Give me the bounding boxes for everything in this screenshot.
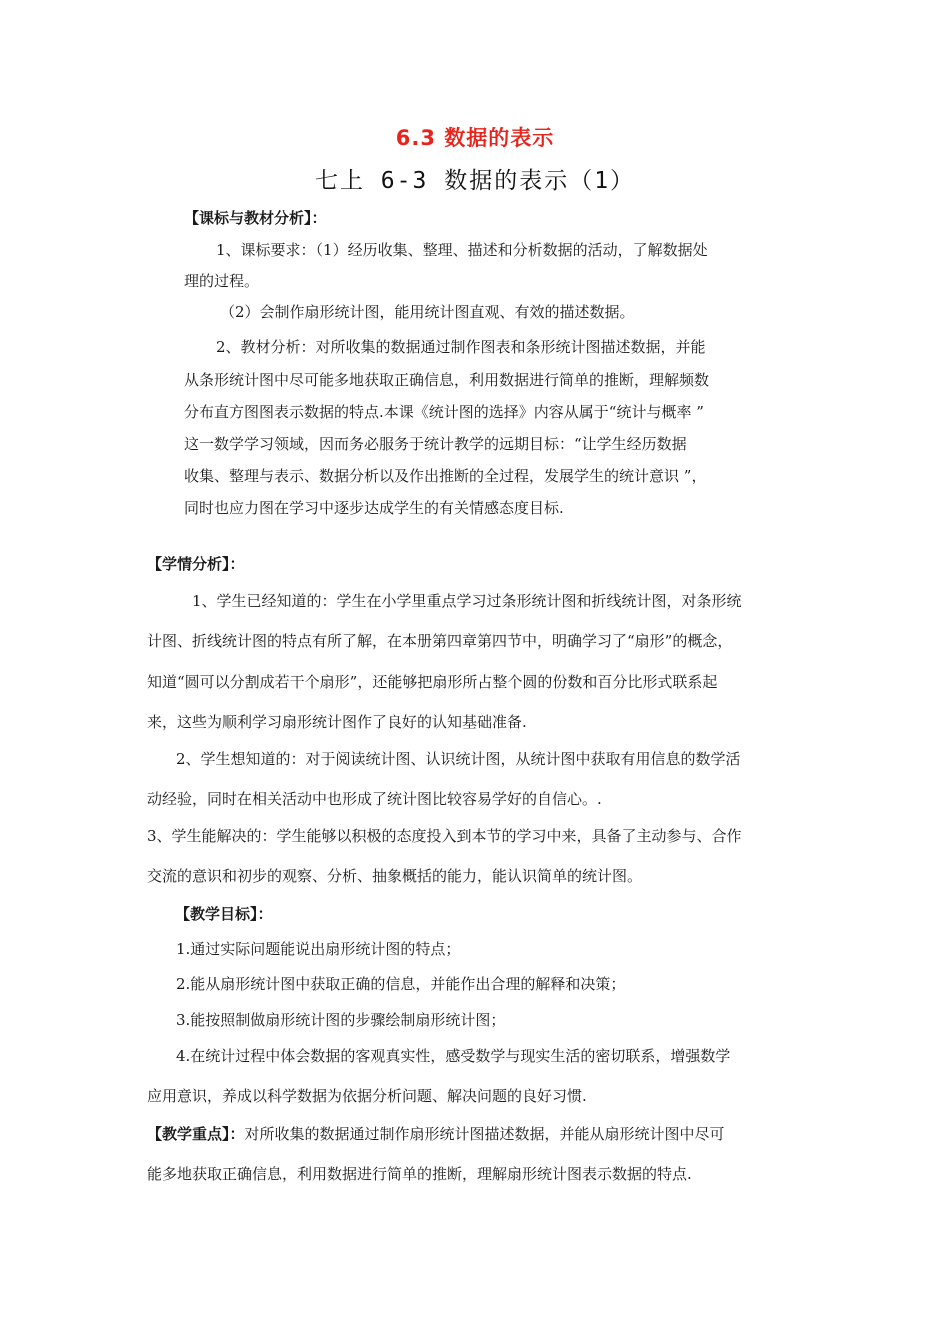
paragraph-line: 从条形统计图中尽可能多地获取正确信息，利用数据进行简单的推断，理解频数: [184, 371, 710, 389]
objective-item: 1.通过实际问题能说出扇形统计图的特点；: [176, 940, 461, 958]
paragraph-line: 同时也应力图在学习中逐步达成学生的有关情感态度目标.: [184, 499, 564, 517]
paragraph-line: 来，这些为顺利学习扇形统计图作了良好的认知基础准备.: [147, 713, 527, 731]
section-heading-curriculum: 【课标与教材分析】：: [184, 209, 327, 227]
section-heading-key-points: 【教学重点】：: [147, 1125, 245, 1143]
document-title: 6.3 数据的表示: [395, 126, 555, 150]
paragraph-line: 计图、折线统计图的特点有所了解，在本册第四章第四节中，明确学习了“扇形”的概念，: [147, 632, 733, 650]
paragraph-line: 收集、整理与表示、数据分析以及作出推断的全过程，发展学生的统计意识 ”，: [184, 467, 707, 485]
paragraph-line: 2、教材分析：对所收集的数据通过制作图表和条形统计图描述数据，并能: [216, 338, 706, 356]
paragraph-line: 1、课标要求：（1）经历收集、整理、描述和分析数据的活动，了解数据处: [216, 241, 708, 259]
paragraph-line: 知道“圆可以分割成若干个扇形”，还能够把扇形所占整个圆的份数和百分比形式联系起: [147, 673, 718, 691]
paragraph-line: 1、学生已经知道的：学生在小学里重点学习过条形统计图和折线统计图，对条形统: [192, 592, 742, 610]
section-heading-student-analysis: 【学情分析】：: [147, 555, 245, 573]
key-point-text: 对所收集的数据通过制作扇形统计图描述数据，并能从扇形统计图中尽可: [244, 1125, 725, 1143]
key-point-line: [147, 1124, 725, 1144]
paragraph-line: 动经验，同时在相关活动中也形成了统计图比较容易学好的自信心。.: [147, 790, 602, 808]
objective-item: 2.能从扇形统计图中获取正确的信息，并能作出合理的解释和决策；: [176, 975, 626, 993]
document-subtitle: 七上 6-3 数据的表示（1）: [314, 168, 636, 194]
paragraph-line: 理的过程。: [184, 272, 260, 290]
objective-item: 4.在统计过程中体会数据的客观真实性，感受数学与现实生活的密切联系，增强数学: [176, 1047, 731, 1065]
paragraph-line: 2、学生想知道的：对于阅读统计图、认识统计图，从统计图中获取有用信息的数学活: [176, 750, 741, 768]
paragraph-line: 这一数学学习领域，因而务必服务于统计教学的远期目标：“让学生经历数据: [184, 435, 687, 453]
paragraph-line: 3、学生能解决的：学生能够以积极的态度投入到本节的学习中来，具备了主动参与、合作: [147, 827, 742, 845]
paragraph-line: 交流的意识和初步的观察、分析、抽象概括的能力，能认识简单的统计图。: [147, 867, 643, 885]
section-heading-objectives: 【教学目标】：: [175, 905, 273, 923]
objective-item: 3.能按照制做扇形统计图的步骤绘制扇形统计图；: [176, 1011, 506, 1029]
paragraph-line: 分布直方图图表示数据的特点.本课《统计图的选择》内容从属于“统计与概率 ”: [184, 403, 704, 421]
objective-item: 应用意识，养成以科学数据为依据分析问题、解决问题的良好习惯.: [147, 1087, 587, 1105]
paragraph-line: 能多地获取正确信息，利用数据进行简单的推断，理解扇形统计图表示数据的特点.: [147, 1165, 692, 1183]
paragraph-line: （2）会制作扇形统计图，能用统计图直观、有效的描述数据。: [220, 303, 635, 321]
